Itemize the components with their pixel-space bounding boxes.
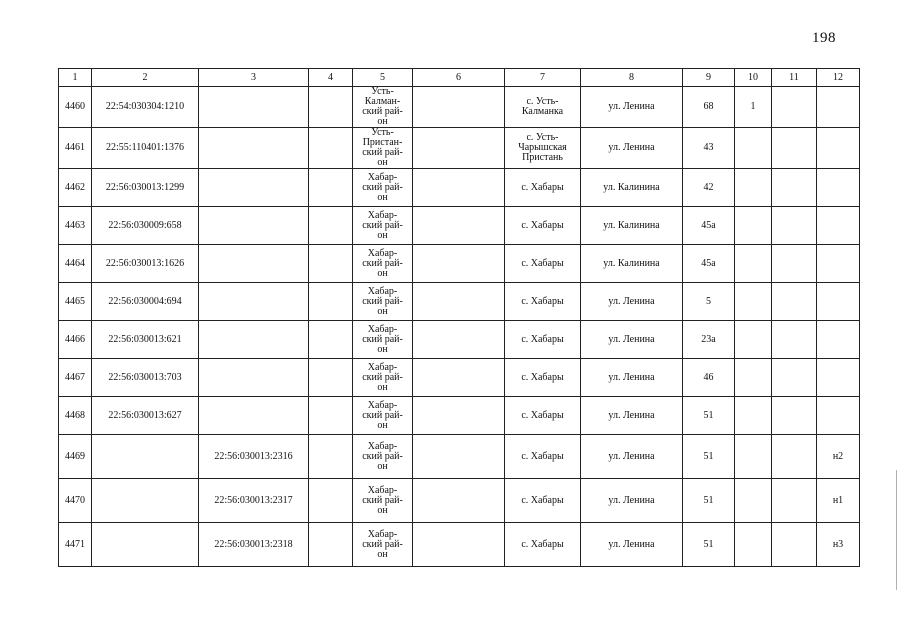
column-4-cell [309, 359, 353, 397]
new-cadastral-number-cell [199, 169, 309, 207]
row-number-cell: 4461 [59, 128, 92, 169]
column-4-cell [309, 479, 353, 523]
column-11-cell [772, 359, 817, 397]
column-6-cell [413, 359, 505, 397]
new-cadastral-number-cell [199, 321, 309, 359]
district-cell: Усть- Калман- ский рай- он [353, 87, 413, 128]
column-11-cell [772, 479, 817, 523]
column-11-cell [772, 283, 817, 321]
district-cell: Хабар- ский рай- он [353, 397, 413, 435]
new-cadastral-number-cell [199, 359, 309, 397]
street-cell: ул. Калинина [581, 245, 683, 283]
column-10-cell: 1 [735, 87, 772, 128]
column-header-8: 8 [581, 69, 683, 87]
column-header-6: 6 [413, 69, 505, 87]
table-row [59, 169, 860, 207]
column-header-9: 9 [683, 69, 735, 87]
column-10-cell [735, 245, 772, 283]
column-4-cell [309, 523, 353, 567]
column-6-cell [413, 479, 505, 523]
cadastral-number-cell [92, 435, 199, 479]
column-11-cell [772, 207, 817, 245]
column-6-cell [413, 435, 505, 479]
column-10-cell [735, 207, 772, 245]
column-header-2: 2 [92, 69, 199, 87]
table-row [59, 245, 860, 283]
column-6-cell [413, 207, 505, 245]
settlement-cell: с. Усть- Чарышская Пристань [505, 128, 581, 169]
house-number-cell: 5 [683, 283, 735, 321]
column-10-cell [735, 523, 772, 567]
settlement-cell: с. Хабары [505, 359, 581, 397]
new-cadastral-number-cell [199, 207, 309, 245]
column-10-cell [735, 435, 772, 479]
cadastral-number-cell: 22:56:030009:658 [92, 207, 199, 245]
row-number-cell: 4465 [59, 283, 92, 321]
table-row [59, 283, 860, 321]
row-number-cell: 4468 [59, 397, 92, 435]
column-4-cell [309, 245, 353, 283]
house-number-cell: 43 [683, 128, 735, 169]
column-10-cell [735, 321, 772, 359]
new-cadastral-number-cell: 22:56:030013:2316 [199, 435, 309, 479]
house-number-cell: 42 [683, 169, 735, 207]
street-cell: ул. Ленина [581, 523, 683, 567]
house-number-cell: 51 [683, 523, 735, 567]
column-header-3: 3 [199, 69, 309, 87]
column-11-cell [772, 169, 817, 207]
row-number-cell: 4467 [59, 359, 92, 397]
note-cell [817, 397, 860, 435]
district-cell: Хабар- ский рай- он [353, 245, 413, 283]
district-cell: Хабар- ский рай- он [353, 479, 413, 523]
note-cell: н1 [817, 479, 860, 523]
house-number-cell: 51 [683, 397, 735, 435]
table-row [59, 397, 860, 435]
column-header-11: 11 [772, 69, 817, 87]
street-cell: ул. Калинина [581, 207, 683, 245]
district-cell: Хабар- ский рай- он [353, 169, 413, 207]
column-4-cell [309, 435, 353, 479]
column-4-cell [309, 321, 353, 359]
street-cell: ул. Ленина [581, 359, 683, 397]
column-10-cell [735, 397, 772, 435]
registry-table [58, 68, 860, 567]
registry-body [59, 87, 860, 567]
house-number-cell: 45а [683, 245, 735, 283]
row-number-cell: 4469 [59, 435, 92, 479]
column-6-cell [413, 397, 505, 435]
column-11-cell [772, 321, 817, 359]
settlement-cell: с. Хабары [505, 169, 581, 207]
settlement-cell: с. Хабары [505, 435, 581, 479]
row-number-cell: 4466 [59, 321, 92, 359]
column-10-cell [735, 169, 772, 207]
column-6-cell [413, 321, 505, 359]
page-number: 198 [812, 30, 836, 46]
column-4-cell [309, 128, 353, 169]
note-cell [817, 207, 860, 245]
cadastral-number-cell: 22:55:110401:1376 [92, 128, 199, 169]
table-row [59, 87, 860, 128]
column-10-cell [735, 128, 772, 169]
note-cell [817, 283, 860, 321]
house-number-cell: 51 [683, 479, 735, 523]
row-number-cell: 4471 [59, 523, 92, 567]
column-header-10: 10 [735, 69, 772, 87]
note-cell [817, 87, 860, 128]
house-number-cell: 45а [683, 207, 735, 245]
scan-edge-mark [896, 470, 897, 590]
column-header-5: 5 [353, 69, 413, 87]
table-row [59, 523, 860, 567]
column-10-cell [735, 359, 772, 397]
cadastral-number-cell: 22:54:030304:1210 [92, 87, 199, 128]
district-cell: Хабар- ский рай- он [353, 321, 413, 359]
note-cell [817, 321, 860, 359]
new-cadastral-number-cell [199, 128, 309, 169]
row-number-cell: 4464 [59, 245, 92, 283]
table-row [59, 435, 860, 479]
street-cell: ул. Ленина [581, 283, 683, 321]
cadastral-number-cell: 22:56:030013:1626 [92, 245, 199, 283]
cadastral-number-cell [92, 523, 199, 567]
district-cell: Хабар- ский рай- он [353, 435, 413, 479]
row-number-cell: 4460 [59, 87, 92, 128]
column-6-cell [413, 87, 505, 128]
new-cadastral-number-cell [199, 283, 309, 321]
table-row [59, 479, 860, 523]
house-number-cell: 68 [683, 87, 735, 128]
column-4-cell [309, 283, 353, 321]
note-cell [817, 128, 860, 169]
settlement-cell: с. Хабары [505, 245, 581, 283]
column-6-cell [413, 523, 505, 567]
column-header-7: 7 [505, 69, 581, 87]
table-row [59, 359, 860, 397]
cadastral-number-cell: 22:56:030004:694 [92, 283, 199, 321]
column-header-1: 1 [59, 69, 92, 87]
settlement-cell: с. Хабары [505, 397, 581, 435]
column-11-cell [772, 128, 817, 169]
settlement-cell: с. Хабары [505, 207, 581, 245]
cadastral-number-cell: 22:56:030013:703 [92, 359, 199, 397]
settlement-cell: с. Хабары [505, 283, 581, 321]
settlement-cell: с. Хабары [505, 479, 581, 523]
column-11-cell [772, 523, 817, 567]
settlement-cell: с. Усть- Калманка [505, 87, 581, 128]
column-4-cell [309, 87, 353, 128]
row-number-cell: 4470 [59, 479, 92, 523]
column-4-cell [309, 207, 353, 245]
header-row [59, 69, 860, 87]
cadastral-number-cell [92, 479, 199, 523]
cadastral-number-cell: 22:56:030013:621 [92, 321, 199, 359]
new-cadastral-number-cell [199, 245, 309, 283]
table-row [59, 128, 860, 169]
street-cell: ул. Ленина [581, 87, 683, 128]
column-11-cell [772, 87, 817, 128]
cadastral-number-cell: 22:56:030013:1299 [92, 169, 199, 207]
new-cadastral-number-cell: 22:56:030013:2318 [199, 523, 309, 567]
column-6-cell [413, 169, 505, 207]
district-cell: Хабар- ский рай- он [353, 359, 413, 397]
street-cell: ул. Ленина [581, 479, 683, 523]
column-4-cell [309, 169, 353, 207]
street-cell: ул. Калинина [581, 169, 683, 207]
table-row [59, 321, 860, 359]
street-cell: ул. Ленина [581, 321, 683, 359]
column-header-12: 12 [817, 69, 860, 87]
new-cadastral-number-cell: 22:56:030013:2317 [199, 479, 309, 523]
column-6-cell [413, 283, 505, 321]
column-6-cell [413, 128, 505, 169]
row-number-cell: 4462 [59, 169, 92, 207]
column-4-cell [309, 397, 353, 435]
note-cell: н3 [817, 523, 860, 567]
house-number-cell: 23а [683, 321, 735, 359]
note-cell [817, 169, 860, 207]
note-cell [817, 245, 860, 283]
column-header-4: 4 [309, 69, 353, 87]
column-11-cell [772, 397, 817, 435]
row-number-cell: 4463 [59, 207, 92, 245]
settlement-cell: с. Хабары [505, 321, 581, 359]
street-cell: ул. Ленина [581, 435, 683, 479]
column-10-cell [735, 283, 772, 321]
column-11-cell [772, 245, 817, 283]
house-number-cell: 51 [683, 435, 735, 479]
column-11-cell [772, 435, 817, 479]
house-number-cell: 46 [683, 359, 735, 397]
district-cell: Усть- Пристан- ский рай- он [353, 128, 413, 169]
note-cell: н2 [817, 435, 860, 479]
table-row [59, 207, 860, 245]
district-cell: Хабар- ский рай- он [353, 523, 413, 567]
new-cadastral-number-cell [199, 397, 309, 435]
cadastral-number-cell: 22:56:030013:627 [92, 397, 199, 435]
district-cell: Хабар- ский рай- он [353, 207, 413, 245]
column-6-cell [413, 245, 505, 283]
settlement-cell: с. Хабары [505, 523, 581, 567]
column-10-cell [735, 479, 772, 523]
new-cadastral-number-cell [199, 87, 309, 128]
street-cell: ул. Ленина [581, 397, 683, 435]
street-cell: ул. Ленина [581, 128, 683, 169]
note-cell [817, 359, 860, 397]
district-cell: Хабар- ский рай- он [353, 283, 413, 321]
